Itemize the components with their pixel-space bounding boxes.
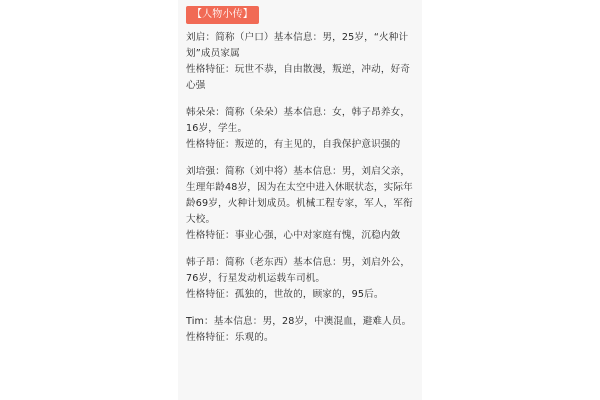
character-traits: 性格特征：孤独的，世故的，顾家的，95后。 bbox=[186, 289, 384, 300]
character-entry-liu-peiqiang bbox=[186, 164, 414, 244]
character-entry-tim bbox=[186, 314, 414, 346]
bio-content bbox=[178, 0, 422, 346]
character-traits: 性格特征：乐观的。 bbox=[186, 332, 274, 343]
character-info: Tim：基本信息：男，28岁，中澳混血，避难人员。 bbox=[186, 316, 412, 327]
character-bio-card bbox=[178, 0, 422, 400]
character-entry-han-ziang bbox=[186, 255, 414, 303]
character-traits: 性格特征：叛逆的，有主见的，自我保护意识强的 bbox=[186, 139, 401, 150]
character-traits: 性格特征：事业心强，心中对家庭有愧，沉稳内敛 bbox=[186, 230, 401, 241]
section-tag: 【人物小传】 bbox=[186, 6, 259, 24]
character-entry-han-duoduo bbox=[186, 105, 414, 153]
character-traits: 性格特征：玩世不恭，自由散漫，叛逆，冲动，好奇心强 bbox=[186, 64, 411, 91]
character-info: 刘启：简称（户口）基本信息：男，25岁，“火种计划”成员家属 bbox=[186, 32, 409, 59]
character-info: 韩朵朵：简称（朵朵）基本信息：女，韩子昂养女，16岁，学生。 bbox=[186, 107, 411, 134]
character-info: 韩子昂：简称（老东西）基本信息：男，刘启外公，76岁，行星发动机运载车司机。 bbox=[186, 257, 411, 284]
character-info: 刘培强：简称（刘中将）基本信息：男，刘启父亲，生理年龄48岁，因为在太空中进入休眠状态，实际年龄69岁，火种计划成员。机械工程专家，军人，军衔大校。 bbox=[186, 166, 413, 225]
character-entry-liu-qi bbox=[186, 30, 414, 94]
